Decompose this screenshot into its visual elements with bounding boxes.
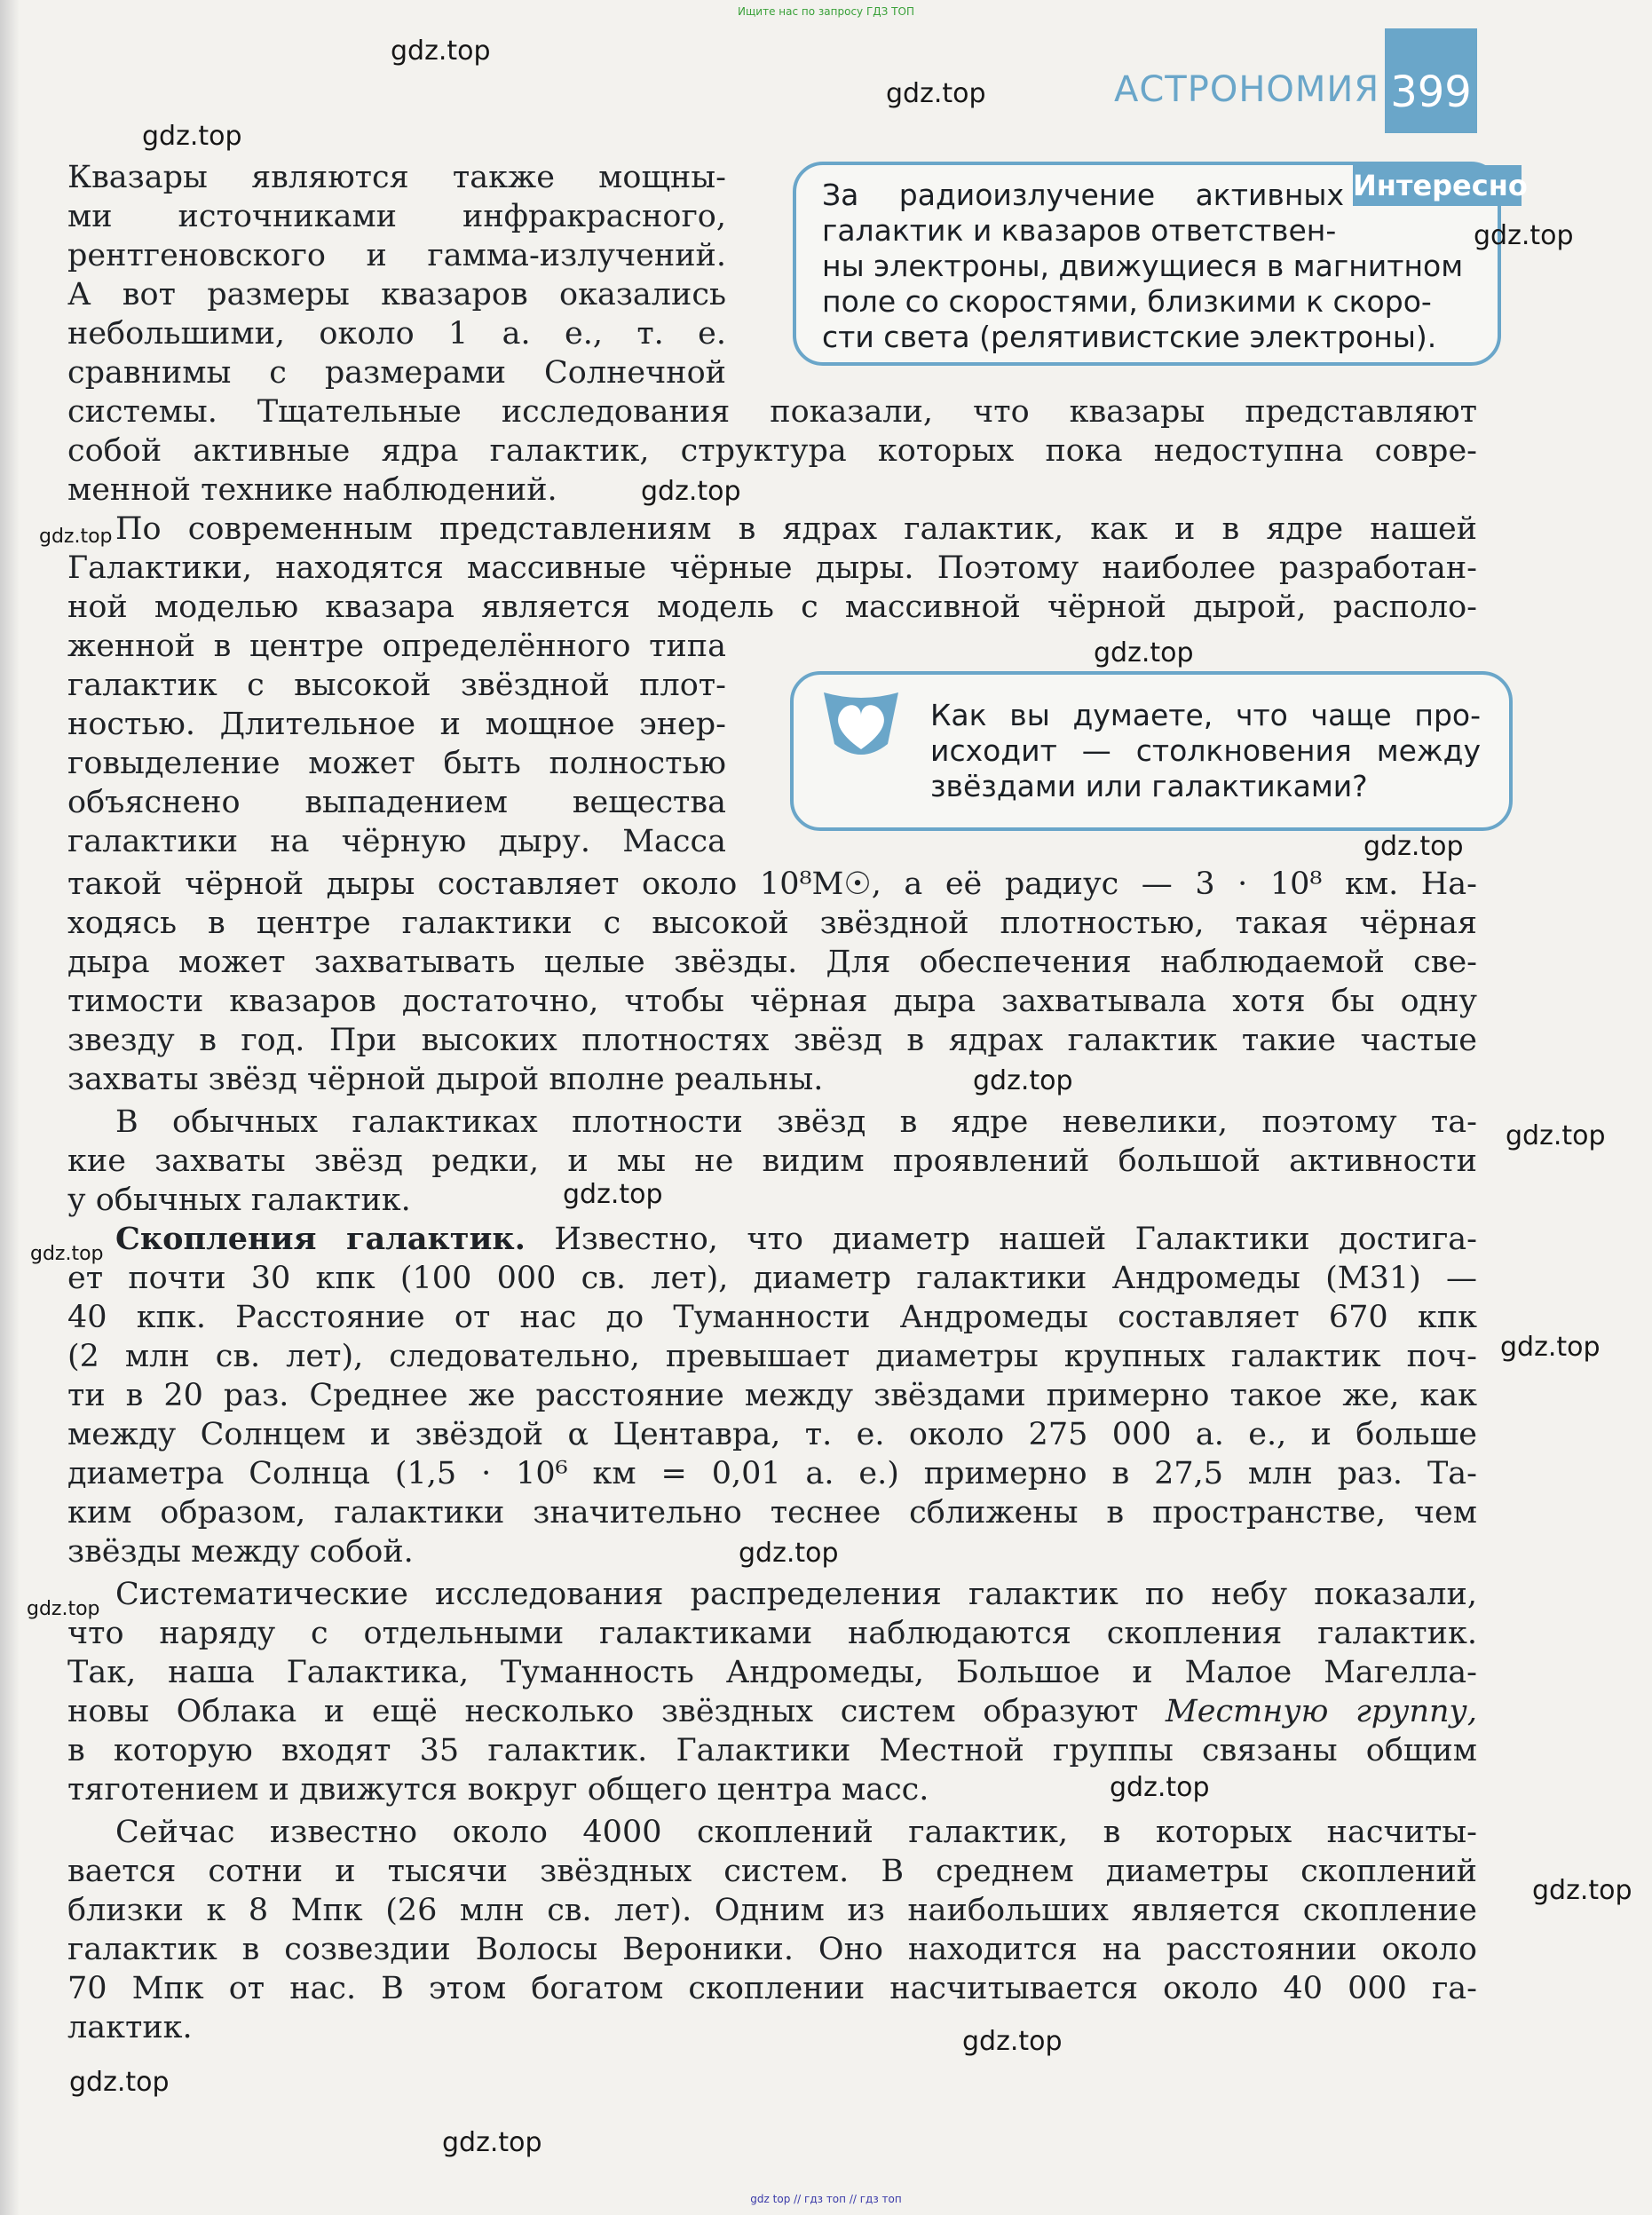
body-line: захваты звёзд чёрной дырой вполне реальны. xyxy=(67,1062,824,1097)
watermark: gdz.top xyxy=(39,526,113,548)
body-line: говыделение может быть полностью xyxy=(67,746,726,781)
body-line: менной технике наблюдений. xyxy=(67,472,557,508)
body-line: А вот размеры квазаров оказались xyxy=(67,277,726,312)
question-line: Как вы думаете, что чаще про- xyxy=(930,698,1481,732)
watermark: gdz.top xyxy=(1094,637,1194,668)
local-group-line xyxy=(67,1692,1477,1731)
body-line: Сейчас известно около 4000 скоплений галактик, в которых насчиты- xyxy=(115,1815,1477,1850)
body-line: 70 Мпк от нас. В этом богатом скоплении насчитывается около 40 000 га- xyxy=(67,1971,1477,2006)
body-line: объяснено выпадением вещества xyxy=(67,785,726,820)
body-line: собой активные ядра галактик, структура которых пока недоступна совре- xyxy=(67,433,1477,469)
interesting-line: галактик и квазаров ответствен- xyxy=(822,213,1337,248)
watermark: gdz.top xyxy=(1506,1120,1606,1151)
body-line: ти в 20 раз. Среднее же расстояние между звёздами примерно такое же, как xyxy=(67,1378,1477,1413)
body-line: в которую входят 35 галактик. Галактики Местной группы связаны общим xyxy=(67,1733,1477,1768)
watermark: gdz.top xyxy=(1474,220,1574,251)
body-line: галактик в созвездии Волосы Вероники. Оно находится на расстоянии около xyxy=(67,1932,1477,1967)
watermark: gdz.top xyxy=(391,36,491,67)
watermark: gdz.top xyxy=(1500,1332,1601,1363)
body-line: Галактики, находятся массивные чёрные дыры. Поэтому наиболее разработан- xyxy=(67,550,1477,586)
watermark: gdz.top xyxy=(142,121,242,152)
body-line: тимости квазаров достаточно, чтобы чёрная дыра захватывала хотя бы одну xyxy=(67,984,1477,1019)
page-number: 399 xyxy=(1390,67,1472,117)
body-line: ностью. Длительное и мощное энер- xyxy=(67,707,726,742)
body-line: между Солнцем и звёздой α Центавра, т. е. около 275 000 а. е., и больше xyxy=(67,1417,1477,1452)
body-line: В обычных галактиках плотности звёзд в ядре невелики, поэтому та- xyxy=(115,1104,1477,1140)
watermark: gdz.top xyxy=(30,1243,104,1265)
body-line: сравнимы с размерами Солнечной xyxy=(67,355,726,391)
watermark: gdz.top xyxy=(27,1598,100,1620)
body-line: 40 кпк. Расстояние от нас до Туманности Андромеды составляет 670 кпк xyxy=(67,1300,1477,1335)
body-line: такой чёрной дыры составляет около 10⁸M☉, а её радиус — 3 · 10⁸ км. На- xyxy=(67,866,1477,902)
clusters-heading: Скопления галактик. xyxy=(115,1221,526,1257)
watermark: gdz.top xyxy=(962,2026,1063,2057)
body-line: ми источниками инфракрасного, xyxy=(67,199,726,234)
body-line: у обычных галактик. xyxy=(67,1183,411,1218)
question-line: звёздами или галактиками? xyxy=(930,769,1368,803)
body-line: вается сотни и тысячи звёздных систем. В среднем диаметры скоплений xyxy=(67,1854,1477,1889)
body-line: близки к 8 Мпк (26 млн св. лет). Одним из наибольших является скопление xyxy=(67,1893,1477,1928)
body-line: небольшими, около 1 а. е., т. е. xyxy=(67,316,726,352)
watermark: gdz.top xyxy=(886,78,986,109)
question-line: исходит — столкновения между xyxy=(930,733,1481,768)
body-line: диаметра Солнца (1,5 · 10⁶ км = 0,01 а. е.) примерно в 27,5 млн раз. Та- xyxy=(67,1456,1477,1491)
body-line: тяготением и движутся вокруг общего центра масс. xyxy=(67,1772,929,1808)
body-line: звёзды между собой. xyxy=(67,1534,414,1570)
page-shadow xyxy=(0,0,20,2215)
body-line: (2 млн св. лет), следовательно, превышает диаметры крупных галактик поч- xyxy=(67,1339,1477,1374)
body-line: рентгеновского и гамма-излучений. xyxy=(67,238,726,273)
interesting-line: поле со скоростями, близкими к скоро- xyxy=(822,284,1432,319)
body-line: Систематические исследования распределения галактик по небу показали, xyxy=(115,1577,1477,1612)
bottom-note: gdz top // гдз топ // гдз топ xyxy=(750,2193,902,2205)
interesting-line: За радиоизлучение активных xyxy=(822,178,1344,212)
section-title: АСТРОНОМИЯ xyxy=(1114,69,1380,110)
body-line: ходясь в центре галактики с высокой звёздной плотностью, такая чёрная xyxy=(67,906,1477,941)
watermark: gdz.top xyxy=(563,1179,663,1210)
body-line: ким образом, галактики значительно теснее сближены в пространстве, чем xyxy=(67,1495,1477,1531)
local-group-term: Местную группу, xyxy=(1165,1694,1477,1729)
watermark: gdz.top xyxy=(973,1065,1073,1096)
body-line: ной моделью квазара является модель с массивной чёрной дырой, располо- xyxy=(67,589,1477,625)
watermark: gdz.top xyxy=(442,2127,542,2158)
watermark: gdz.top xyxy=(739,1538,839,1569)
top-note: Ищите нас по запросу ГДЗ ТОП xyxy=(738,5,914,18)
interesting-line: ны электроны, движущиеся в магнитном xyxy=(822,249,1464,283)
watermark: gdz.top xyxy=(69,2067,170,2098)
body-line: Известно, что диаметр нашей Галактики достига- xyxy=(554,1222,1477,1257)
watermark: gdz.top xyxy=(1363,831,1464,862)
body-line: галактики на чёрную дыру. Масса xyxy=(67,824,726,859)
body-line: кие захваты звёзд редки, и мы не видим проявлений большой активности xyxy=(67,1143,1477,1179)
body-line: дыра может захватывать целые звёзды. Для обеспечения наблюдаемой све- xyxy=(67,945,1477,980)
watermark: gdz.top xyxy=(641,476,741,507)
body-line: лактик. xyxy=(67,2010,193,2045)
clusters-paragraph-first-line xyxy=(67,1220,1477,1259)
watermark: gdz.top xyxy=(1110,1772,1210,1803)
body-line: женной в центре определённого типа xyxy=(67,629,726,664)
body-line: Так, наша Галактика, Туманность Андромеды, Большое и Малое Магелла- xyxy=(67,1655,1477,1690)
body-line: По современным представлениям в ядрах галактик, как и в ядре нашей xyxy=(115,511,1477,547)
body-line: Квазары являются также мощны- xyxy=(67,160,726,195)
body-line: ет почти 30 кпк (100 000 св. лет), диаметр галактики Андромеды (M31) — xyxy=(67,1261,1477,1296)
body-line: звезду в год. При высоких плотностях звёзд в ядрах галактик такие частые xyxy=(67,1023,1477,1058)
interesting-tag: Интересно xyxy=(1353,165,1522,206)
body-line: что наряду с отдельными галактиками наблюдаются скопления галактик. xyxy=(67,1616,1477,1651)
body-line: системы. Тщательные исследования показали, что квазары представляют xyxy=(67,394,1477,430)
interesting-line: сти света (релятивистские электроны). xyxy=(822,320,1437,354)
think-heart-icon xyxy=(817,680,905,769)
body-line: новы Облака и ещё несколько звёздных систем образуют xyxy=(67,1694,1139,1729)
body-line: галактик с высокой звёздной плот- xyxy=(67,668,726,703)
watermark: gdz.top xyxy=(1532,1875,1632,1906)
